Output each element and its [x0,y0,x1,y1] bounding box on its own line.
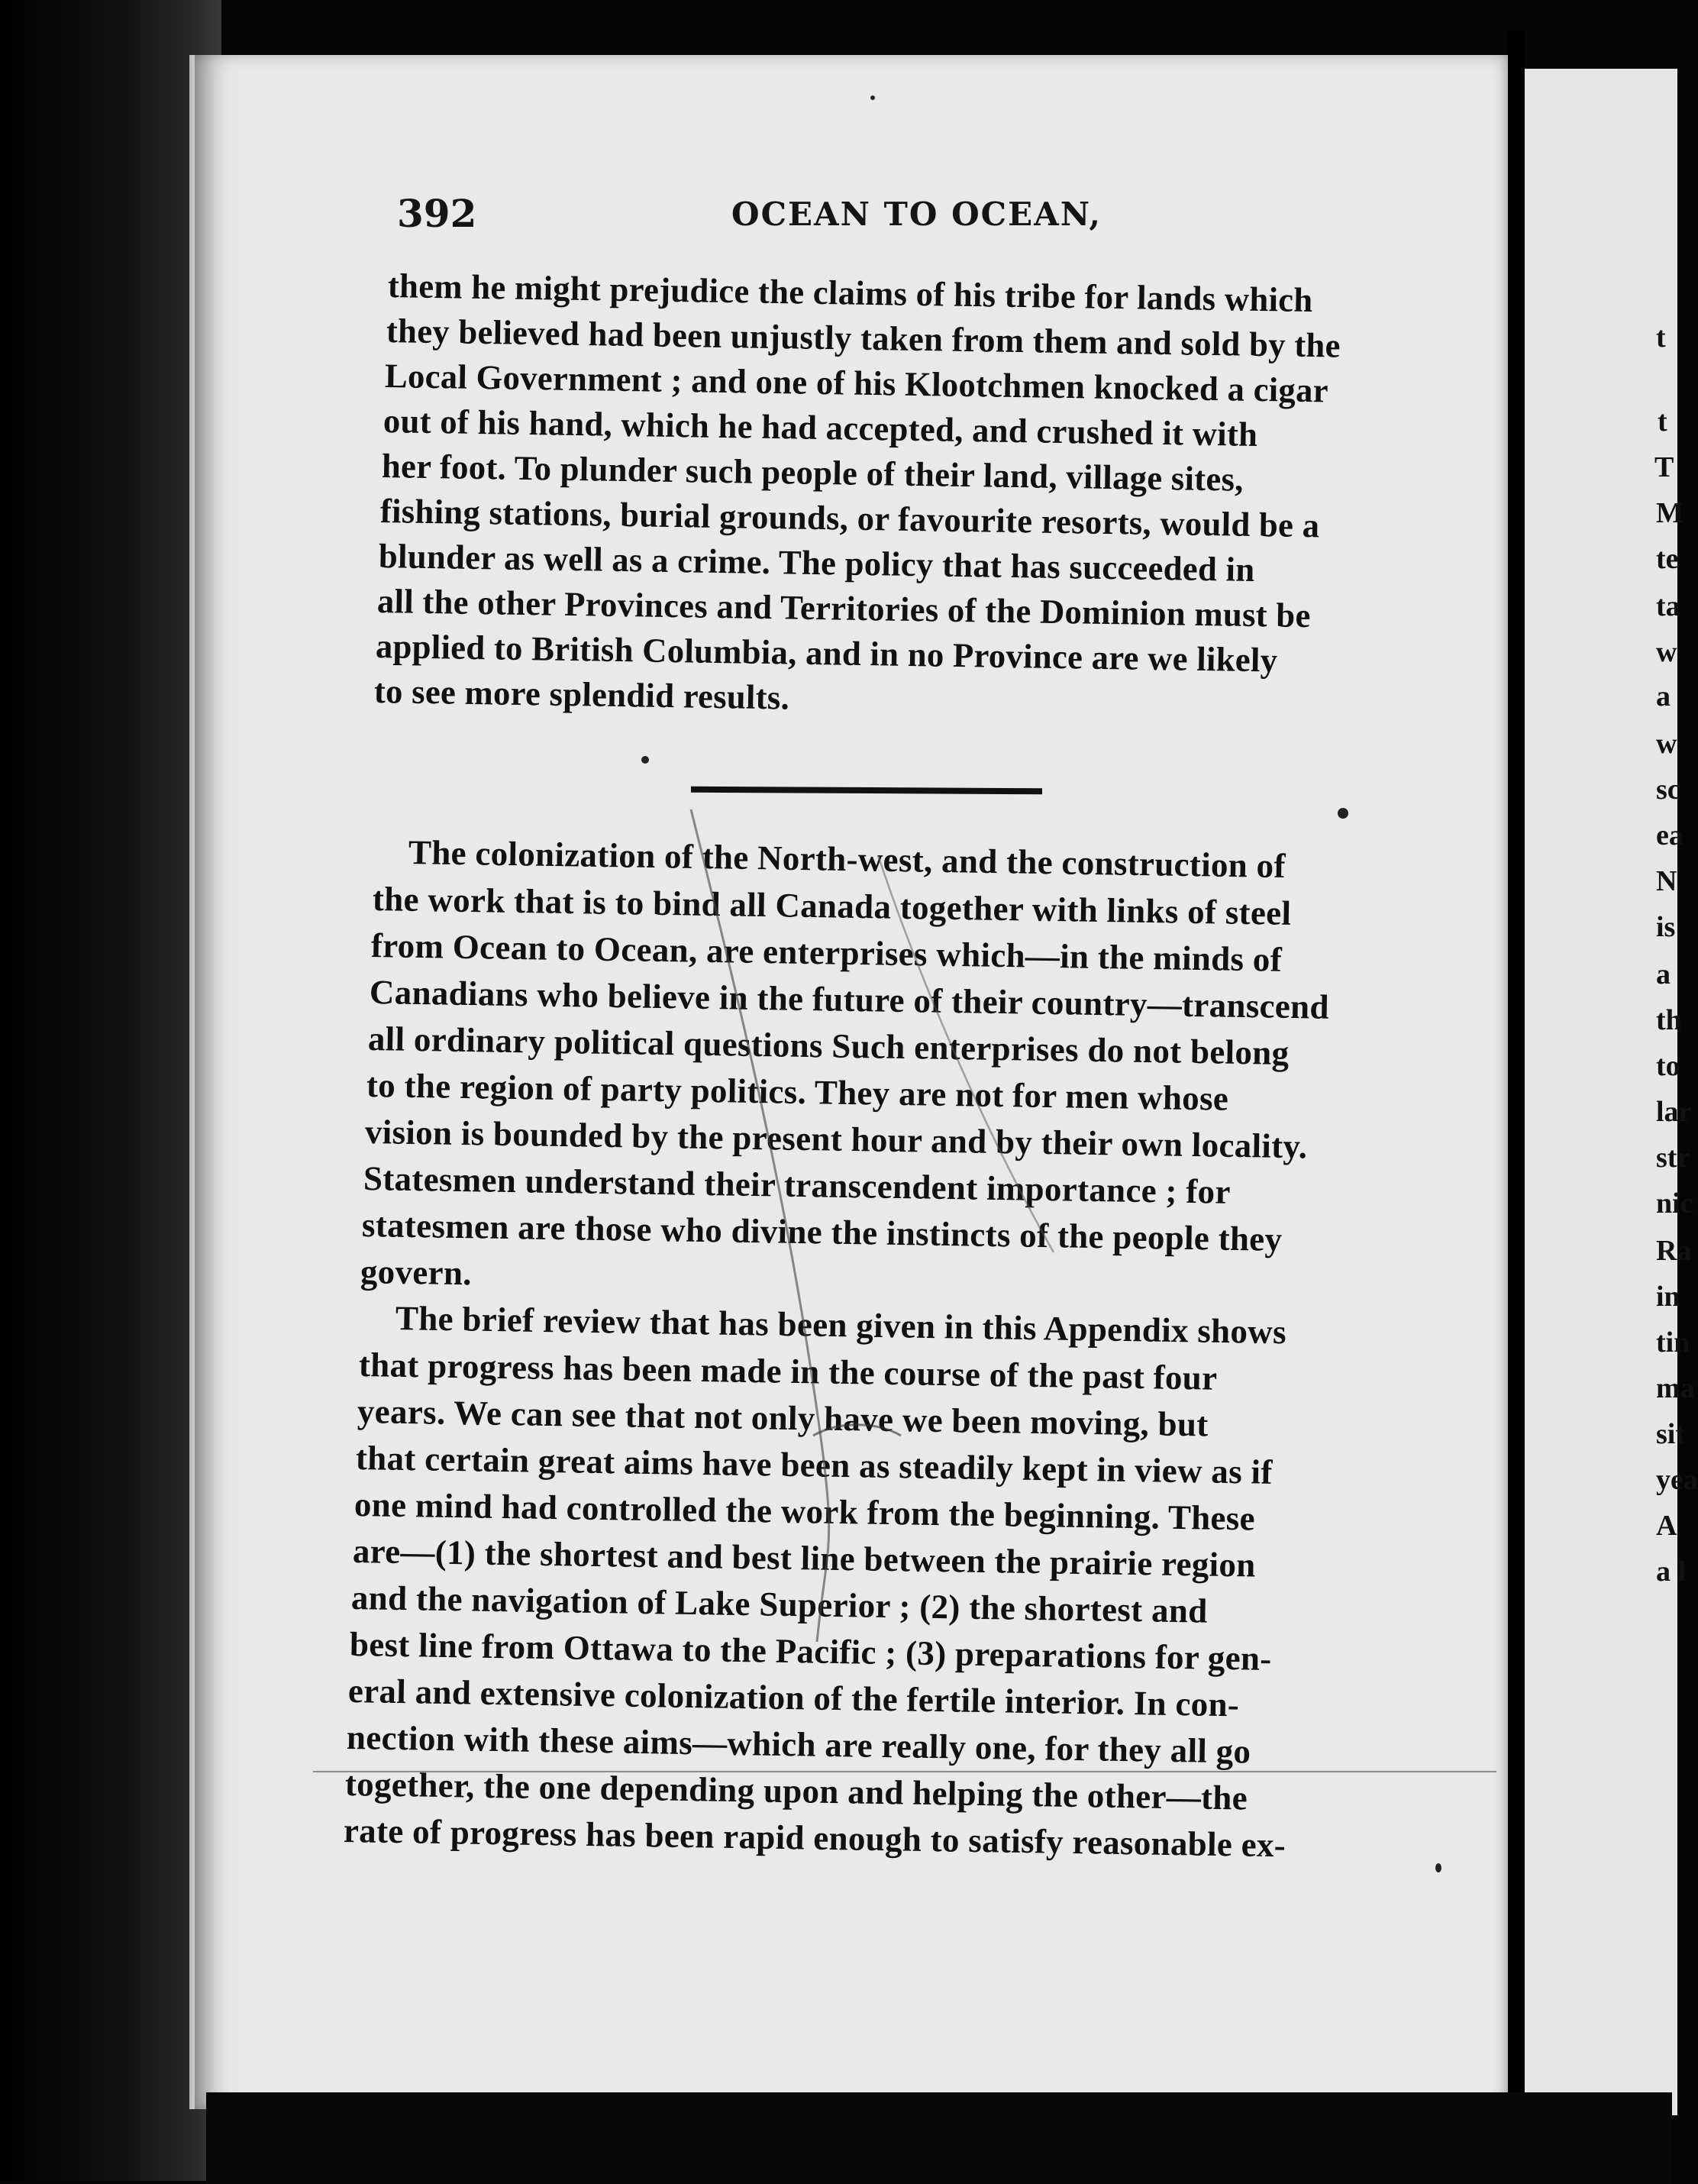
facing-page-fragment: lar [1656,1096,1692,1128]
facing-page-fragment: ea [1656,819,1683,851]
facing-page-fragment: in [1656,1281,1680,1313]
text-line: rate of progress has been rapid enough to satisfy reasonable ex- [343,1811,1286,1865]
text-line: eral and extensive colonization of the fertile interior. In con- [347,1672,1240,1724]
facing-page-fragment: a [1656,680,1671,712]
facing-page-fragment: yea [1656,1464,1698,1496]
text-line: the work that is to bind all Canada together with links of steel [372,880,1292,932]
text-line: Statesmen understand their transcendent importance ; for [363,1159,1232,1211]
text-line: statesmen are those who divine the instincts of the people they [361,1206,1283,1258]
text-line: from Ocean to Ocean, are enterprises which—in the minds of [370,926,1283,979]
text-line: to the region of party politics. They are not for men whose [366,1066,1229,1118]
facing-page-fragment: str [1656,1142,1690,1174]
text-line: her foot. To plunder such people of their land, village sites, [381,447,1244,499]
facing-page-fragment: tin [1656,1326,1690,1359]
facing-page-fragment: ta [1656,590,1680,622]
text-line: fishing stations, burial grounds, or favourite resorts, would be a [379,492,1320,545]
facing-page-fragment: T [1654,451,1674,483]
text-line: them he might prejudice the claims of his tribe for lands which [387,267,1313,320]
text-line: that certain great aims have been as steadily kept in view as if [355,1439,1274,1491]
text-line: best line from Ottawa to the Pacific ; (3) preparations for gen- [349,1625,1272,1678]
text-line: govern. [360,1252,473,1293]
scan-border-bottom [206,2092,1672,2184]
text-line: all ordinary political questions Such enterprises do not belong [367,1019,1290,1072]
facing-page [1525,69,1698,2115]
text-line: together, the one depending upon and helping the other—the [344,1765,1248,1817]
page-number: 392 [397,191,477,236]
facing-page-fragment: sc [1656,774,1680,806]
text-line: The colonization of the North-west, and the construction of [408,833,1286,886]
text-line: nection with these aims—which are really one, for they all go [346,1718,1251,1771]
ink-speck [1435,1863,1441,1872]
text-line: are—(1) the shortest and best line between the prairie region [352,1532,1256,1585]
text-line: applied to British Columbia, and in no Province are we likely [375,627,1278,680]
page-gutter [1508,31,1525,2153]
facing-page-fragment: is [1656,911,1676,943]
text-line: Canadians who believe in the future of their country—transcend [369,973,1330,1026]
text-line: The brief review that has been given in this Appendix shows [395,1299,1287,1352]
page-header [397,191,1390,244]
facing-page-fragment: A [1656,1510,1677,1542]
facing-page-fragment: to [1656,1050,1680,1082]
text-line: blunder as well as a crime. The policy that has succeeded in [378,537,1255,590]
facing-page-fragment: sit [1656,1418,1685,1450]
facing-page-fragment: te [1656,543,1679,575]
facing-page-fragment: N [1656,865,1677,897]
text-line: all the other Provinces and Territories of the Dominion must be [376,582,1312,635]
ink-speck [870,95,875,100]
book-spine-shadow [0,0,221,2181]
text-line: that progress has been made in the course of the past four [358,1346,1218,1397]
running-head: OCEAN TO OCEAN, [731,195,1102,233]
facing-page-fragment: a l [1656,1556,1687,1588]
facing-page-fragment: ma [1656,1372,1695,1404]
facing-page-fragment: a [1656,958,1671,990]
text-line: Local Government ; and one of his Klootchmen knocked a cigar [384,357,1329,410]
facing-page-fragment: w [1656,636,1677,668]
text-line: and the navigation of Lake Superior ; (2) the shortest and [350,1578,1208,1630]
facing-page-fragment: M [1656,497,1683,529]
text-line: they believed had been unjustly taken from them and sold by the [386,312,1341,365]
facing-page-fragment: Ra [1656,1235,1692,1267]
text-line: vision is bounded by the present hour and by their own locality. [364,1113,1308,1166]
ink-speck [641,756,649,764]
facing-page-fragment: t [1658,405,1667,438]
text-line: years. We can see that not only have we been moving, but [357,1392,1209,1444]
facing-page-fragment: w [1656,728,1677,760]
facing-page-fragment: nic [1656,1187,1693,1220]
text-line: out of his hand, which he had accepted, and crushed it with [383,402,1258,454]
text-line: to see more splendid results. [373,672,790,717]
facing-page-fragment: th [1656,1004,1682,1036]
text-line: one mind had controlled the work from the beginning. These [353,1485,1256,1538]
ink-speck [1338,808,1348,819]
facing-page-fragment: t [1656,321,1666,354]
